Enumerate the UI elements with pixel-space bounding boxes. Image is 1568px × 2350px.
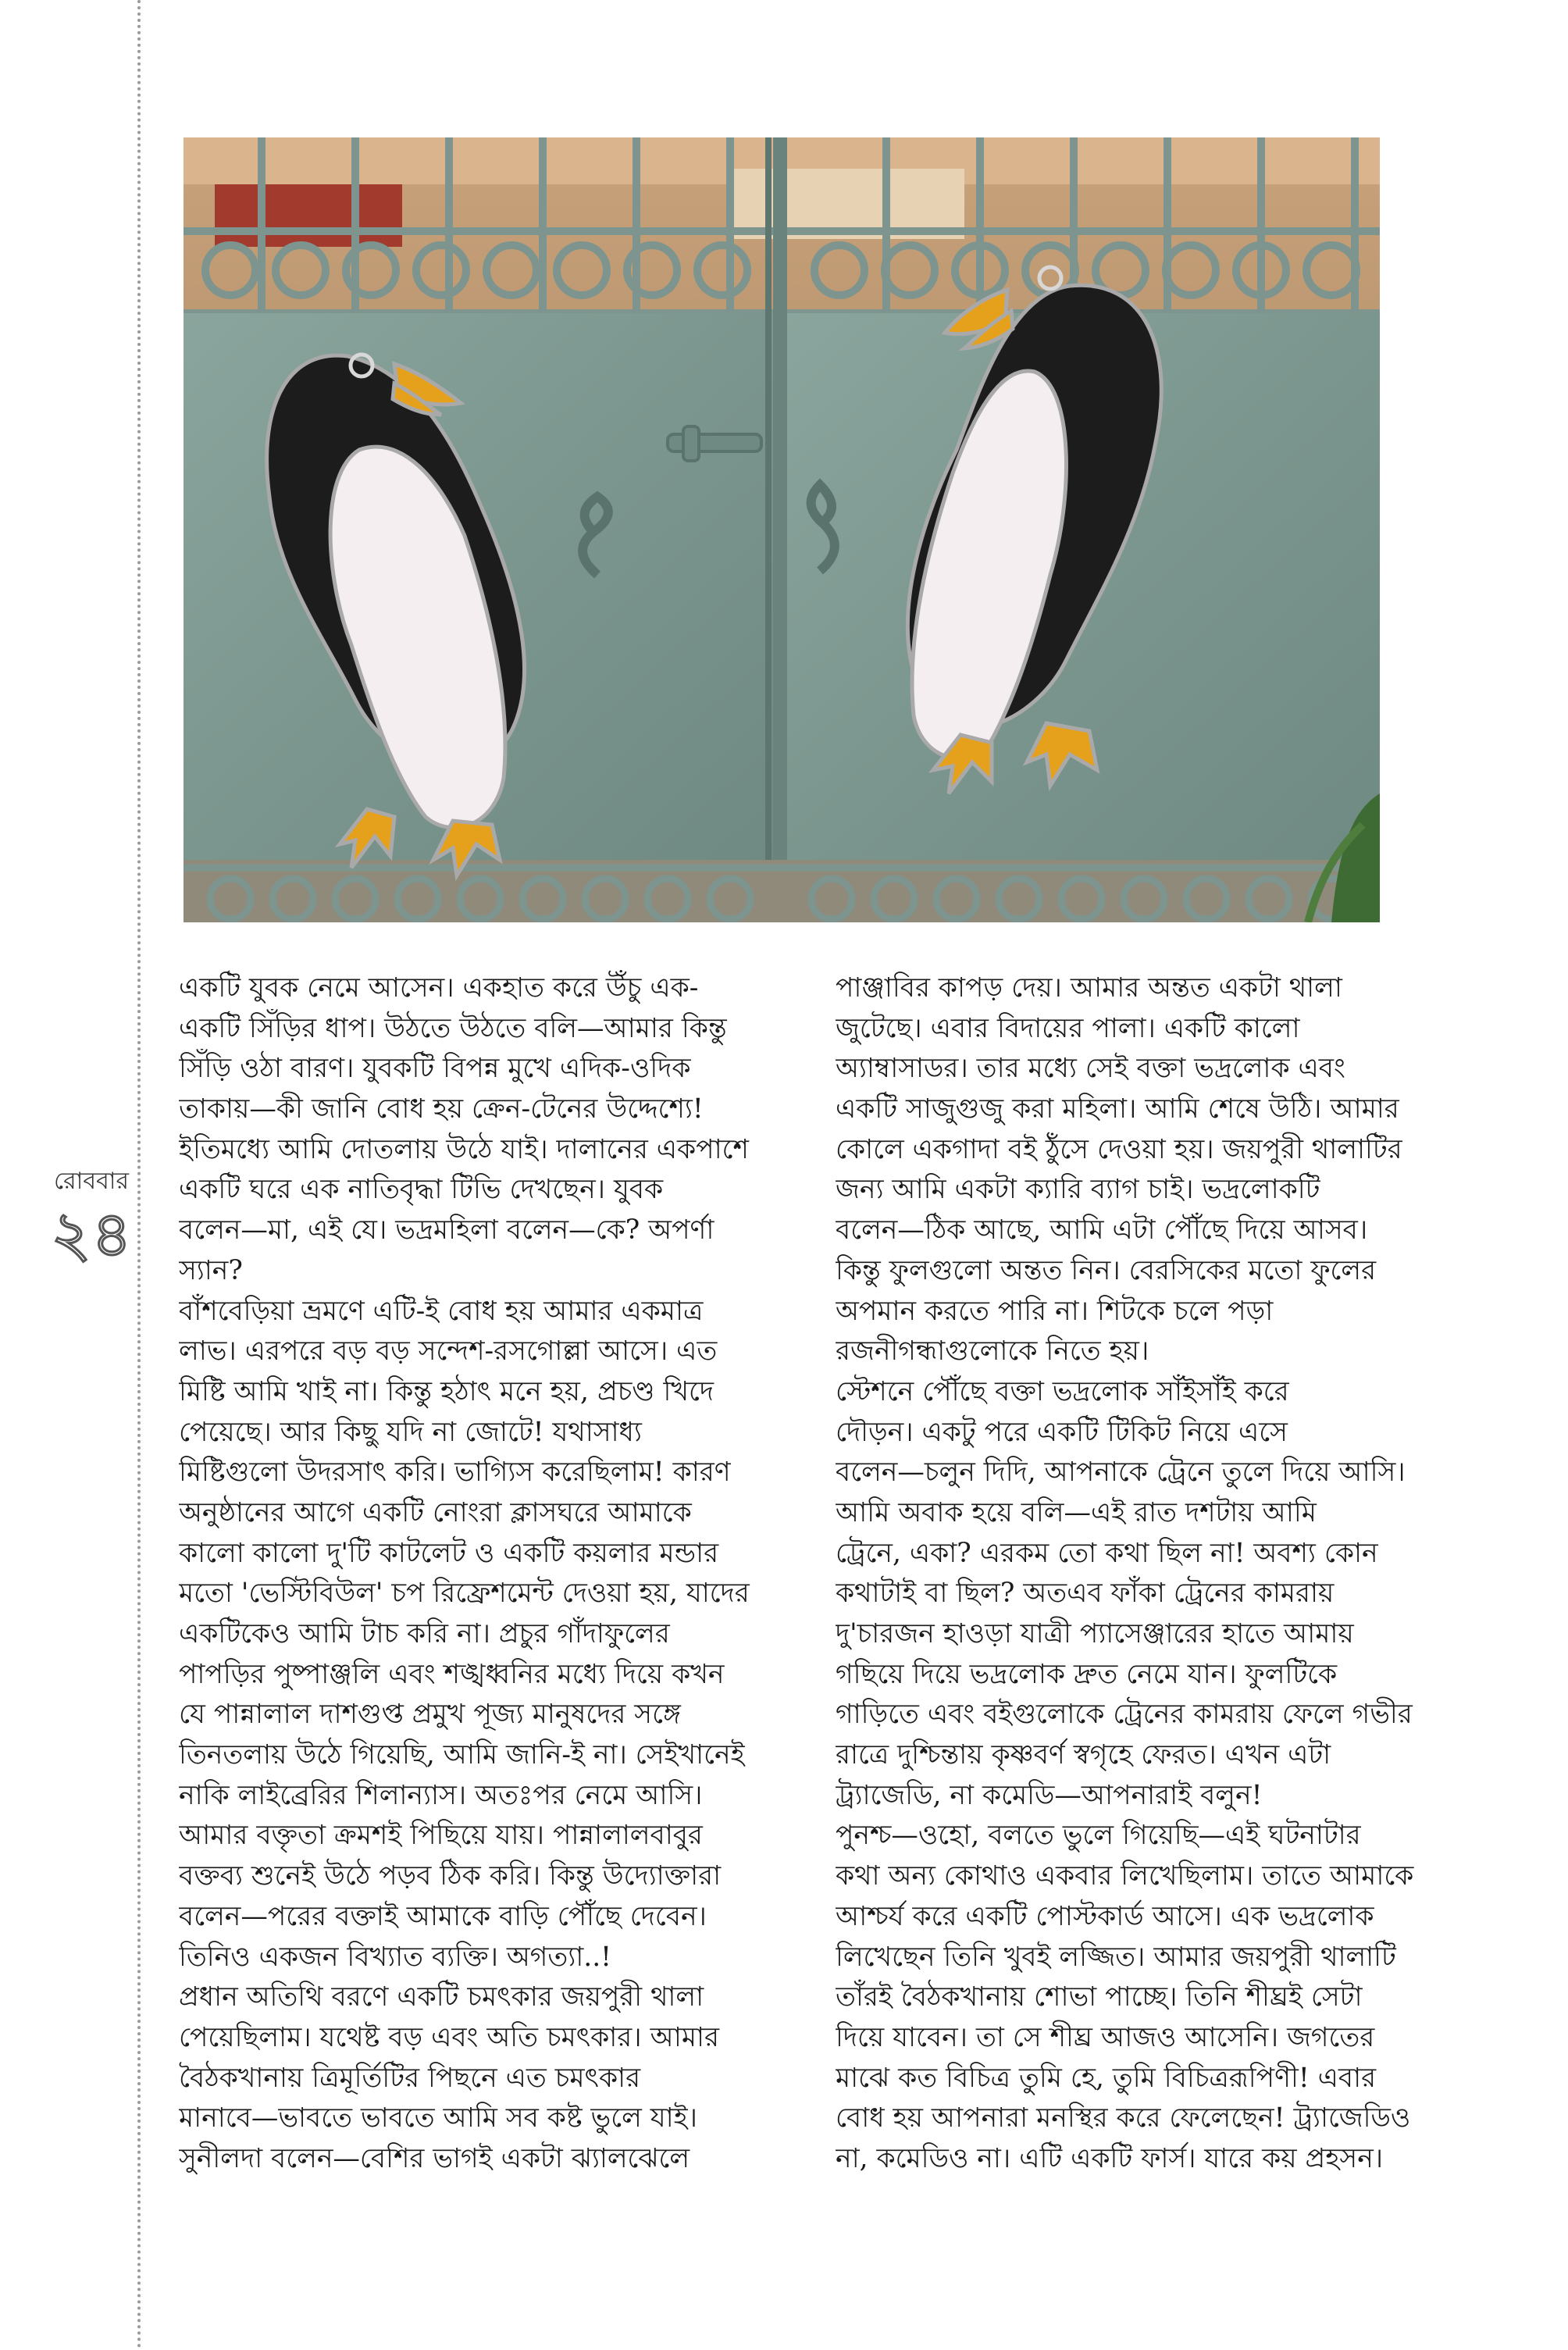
- text-line: বলেন—মা, এই যে। ভদ্রমহিলা বলেন—কে? অপর্ণা: [179, 1214, 715, 1246]
- text-line: না, কমেডিও না। এটি একটি ফার্স। যারে কয় প্রহসন।: [836, 2142, 1384, 2174]
- text-line: আমার বক্তৃতা ক্রমশই পিছিয়ে যায়। পান্নালালবাবুর: [179, 1820, 703, 1852]
- text-line: দু'চারজন হাওড়া যাত্রী প্যাসেঞ্জারের হাতে আমায়: [836, 1618, 1354, 1649]
- text-line: অনুষ্ঠানের আগে একটি নোংরা ক্লাসঘরে আমাকে: [179, 1496, 692, 1528]
- text-line: ইতিমধ্যে আমি দোতলায় উঠে যাই। দালানের একপাশে: [179, 1133, 749, 1165]
- text-line: গছিয়ে দিয়ে ভদ্রলোক দ্রুত নেমে যান। ফুলটিকে: [836, 1658, 1338, 1690]
- text-line: দৌড়ন। একটু পরে একটি টিকিট নিয়ে এসে: [836, 1416, 1288, 1448]
- text-line: একটি সিঁড়ির ধাপ। উঠতে উঠতে বলি—আমার কিন্তু: [179, 1012, 727, 1044]
- margin-dotted-rule: [137, 0, 141, 2350]
- text-line: আমি অবাক হয়ে বলি—এই রাত দশটায় আমি: [836, 1496, 1317, 1528]
- text-line: অপমান করতে পারি না। শিটকে চলে পড়া: [836, 1295, 1274, 1327]
- article-right-column: [836, 968, 1452, 2180]
- text-line: পেয়েছিলাম। যথেষ্ট বড় এবং অতি চমৎকার। আমার: [179, 2021, 719, 2053]
- text-line: লিখেছেন তিনি খুবই লজ্জিত। আমার জয়পুরী থালাটি: [836, 1941, 1396, 1973]
- text-line: নাকি লাইব্রেরির শিলান্যাস। অতঃপর নেমে আসি।: [179, 1779, 703, 1811]
- text-line: স্যান?: [179, 1254, 243, 1286]
- text-line: জুটেছে। এবার বিদায়ের পালা। একটি কালো: [836, 1012, 1300, 1044]
- text-line: কথাটাই বা ছিল? অতএব ফাঁকা ট্রেনের কামরায়: [836, 1578, 1335, 1610]
- text-line: বোধ হয় আপনারা মনস্থির করে ফেলেছেন! ট্র্যাজেডিও: [836, 2102, 1411, 2134]
- text-line: ট্রেনে, একা? এরকম তো কথা ছিল না! অবশ্য কোন: [836, 1537, 1378, 1569]
- text-line: তাঁরই বৈঠকখানায় শোভা পাচ্ছে। তিনি শীঘ্রই সেটা: [836, 1981, 1363, 2013]
- text-line: পাপড়ির পুষ্পাঞ্জলি এবং শঙ্খধ্বনির মধ্যে দিয়ে কখন: [179, 1658, 725, 1690]
- penguin-gate-photo: [184, 137, 1380, 922]
- text-line: মাঝে কত বিচিত্র তুমি হে, তুমি বিচিত্ররূপিণী! এবার: [836, 2062, 1377, 2094]
- section-name: রোববার: [54, 1168, 129, 1195]
- text-line: বলেন—চলুন দিদি, আপনাকে ট্রেনে তুলে দিয়ে আসি।: [836, 1457, 1406, 1489]
- text-line: মানাবে—ভাবতে ভাবতে আমি সব কষ্ট ভুলে যাই।: [179, 2102, 697, 2134]
- text-line: কিন্তু ফুলগুলো অন্তত নিন। বেরসিকের মতো ফুলের: [836, 1254, 1377, 1286]
- text-line: একটি ঘরে এক নাতিবৃদ্ধা টিভি দেখছেন। যুবক: [179, 1174, 664, 1206]
- article-left-column: [179, 968, 796, 2180]
- text-line: বক্তব্য শুনেই উঠে পড়ব ঠিক করি। কিন্তু উদ্যোক্তারা: [179, 1860, 722, 1892]
- text-line: তিনিও একজন বিখ্যাত ব্যক্তি। অগত্যা..!: [179, 1941, 612, 1973]
- text-line: একটিকেও আমি টাচ করি না। প্রচুর গাঁদাফুলের: [179, 1618, 670, 1649]
- text-line: জন্য আমি একটা ক্যারি ব্যাগ চাই। ভদ্রলোকটি: [836, 1174, 1320, 1206]
- text-line: ট্র্যাজেডি, না কমেডি—আপনারাই বলুন!: [836, 1779, 1263, 1811]
- text-line: বাঁশবেড়িয়া ভ্রমণে এটি-ই বোধ হয় আমার একমাত্র: [179, 1295, 704, 1327]
- text-line: রজনীগন্ধাগুলোকে নিতে হয়।: [836, 1335, 1149, 1368]
- text-line: একটি যুবক নেমে আসেন। একহাত করে উঁচু এক-: [179, 972, 699, 1004]
- text-line: আশ্চর্য করে একটি পোস্টকার্ড আসে। এক ভদ্রলোক: [836, 1900, 1374, 1932]
- text-line: স্টেশনে পৌঁছে বক্তা ভদ্রলোক সাঁইসাঁই করে: [836, 1375, 1289, 1407]
- text-line: মিষ্টি আমি খাই না। কিন্তু হঠাৎ মনে হয়, প্রচণ্ড খিদে: [179, 1375, 715, 1407]
- page-folio: [48, 1162, 134, 1271]
- text-line: দিয়ে যাবেন। তা সে শীঘ্র আজও আসেনি। জগতের: [836, 2021, 1375, 2053]
- text-line: কালো কালো দু'টি কাটলেট ও একটি কয়লার মন্ডার: [179, 1537, 719, 1569]
- text-line: বলেন—পরের বক্তাই আমাকে বাড়ি পৌঁছে দেবেন।: [179, 1900, 707, 1932]
- text-line: তিনতলায় উঠে গিয়েছি, আমি জানি-ই না। সেইখানেই: [179, 1739, 745, 1771]
- text-line: প্রধান অতিথি বরণে একটি চমৎকার জয়পুরী থালা: [179, 1981, 704, 2013]
- text-line: বলেন—ঠিক আছে, আমি এটা পৌঁছে দিয়ে আসব।: [836, 1214, 1368, 1246]
- page-number: ২৪: [51, 1198, 132, 1271]
- text-line: তাকায়—কী জানি বোধ হয় ক্রেন-টেনের উদ্দেশ্যে!: [179, 1093, 704, 1125]
- text-line: পাঞ্জাবির কাপড় দেয়। আমার অন্তত একটা থালা: [836, 972, 1342, 1004]
- text-line: বৈঠকখানায় ত্রিমূর্তিটির পিছনে এত চমৎকার: [179, 2062, 641, 2094]
- text-line: কথা অন্য কোথাও একবার লিখেছিলাম। তাতে আমাকে: [836, 1860, 1414, 1892]
- text-line: রাত্রে দুশ্চিন্তায় কৃষ্ণবর্ণ স্বগৃহে ফেরত। এখন এটা: [836, 1739, 1331, 1771]
- text-line: পুনশ্চ—ওহো, বলতে ভুলে গিয়েছি—এই ঘটনাটার: [836, 1820, 1361, 1852]
- text-line: কোলে একগাদা বই ঠুঁসে দেওয়া হয়। জয়পুরী থালাটির: [836, 1133, 1402, 1165]
- text-line: লাভ। এরপরে বড় বড় সন্দেশ-রসগোল্লা আসে। এত: [179, 1335, 718, 1368]
- text-line: গাড়িতে এবং বইগুলোকে ট্রেনের কামরায় ফেলে গভীর: [836, 1699, 1413, 1731]
- text-line: মতো 'ভেস্টিবিউল' চপ রিফ্রেশমেন্ট দেওয়া হয়, যাদের: [179, 1578, 750, 1610]
- text-line: সুনীলদা বলেন—বেশির ভাগই একটা ঝ্যালঝেলে: [179, 2142, 690, 2174]
- text-line: যে পান্নালাল দাশগুপ্ত প্রমুখ পূজ্য মানুষদের সঙ্গে: [179, 1699, 681, 1731]
- text-line: একটি সাজুগুজু করা মহিলা। আমি শেষে উঠি। আমার: [836, 1093, 1399, 1125]
- text-line: সিঁড়ি ওঠা বারণ। যুবকটি বিপন্ন মুখে এদিক-ওদিক: [179, 1053, 691, 1085]
- text-line: পেয়েছে। আর কিছু যদি না জোটে! যথাসাধ্য: [179, 1416, 642, 1448]
- text-line: মিষ্টিগুলো উদরসাৎ করি। ভাগ্যিস করেছিলাম! কারণ: [179, 1457, 731, 1489]
- text-line: অ্যাম্বাসাডর। তার মধ্যে সেই বক্তা ভদ্রলোক এবং: [836, 1053, 1345, 1085]
